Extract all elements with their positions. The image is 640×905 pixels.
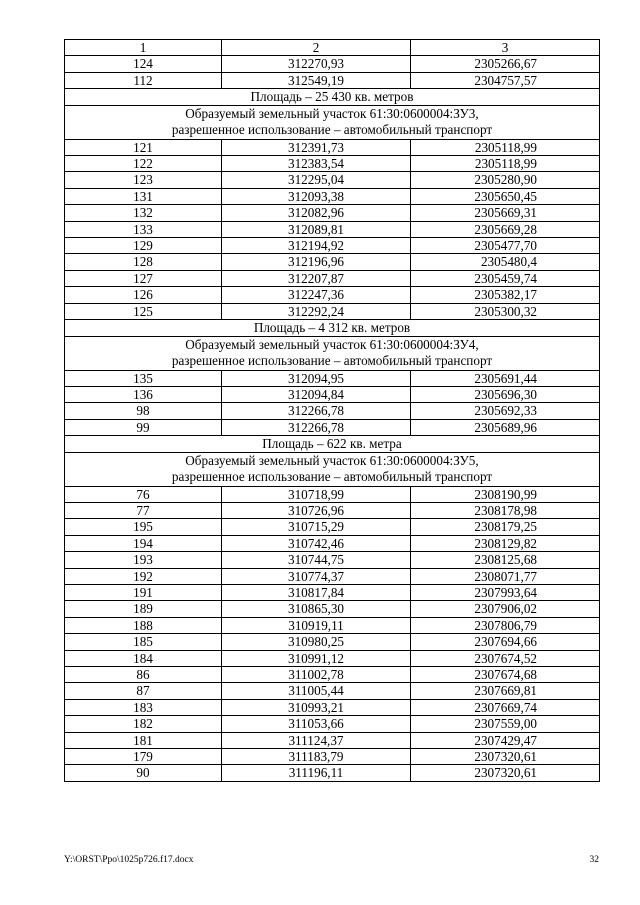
y-coordinate-cell: 2307320,61 [411,765,600,781]
coordinates-table-body [65,40,600,782]
column-header-1: 1 [65,40,222,56]
point-number-cell: 123 [65,172,222,188]
y-coordinate-cell: 2305300,32 [411,303,600,319]
y-coordinate-cell: 2305480,4 [411,254,600,270]
point-number-cell: 122 [65,156,222,172]
y-coordinate-cell: 2308071,77 [411,568,600,584]
x-coordinate-cell: 312270,93 [222,56,411,72]
x-coordinate-cell: 312089,81 [222,221,411,237]
table-row [65,584,600,600]
x-coordinate-cell: 311196,11 [222,765,411,781]
point-number-cell: 135 [65,370,222,386]
y-coordinate-cell: 2305689,96 [411,419,600,435]
x-coordinate-cell: 310774,37 [222,568,411,584]
y-coordinate-cell: 2305696,30 [411,386,600,402]
x-coordinate-cell: 310742,46 [222,535,411,551]
section-title-row [65,105,600,139]
x-coordinate-cell: 310980,25 [222,634,411,650]
point-number-cell: 133 [65,221,222,237]
table-row [65,303,600,319]
section-title-line: разрешенное использование – автомобильный транспорт [171,469,493,485]
x-coordinate-cell: 310715,29 [222,519,411,535]
area-row [65,320,600,336]
column-header-3: 3 [411,40,600,56]
table-row [65,221,600,237]
table-row [65,519,600,535]
y-coordinate-cell: 2305118,99 [411,139,600,155]
x-coordinate-cell: 312295,04 [222,172,411,188]
x-coordinate-cell: 310744,75 [222,552,411,568]
y-coordinate-cell: 2305692,33 [411,403,600,419]
section-title-line: Образуемый земельный участок 61:30:0600004:ЗУ3, [185,105,479,121]
x-coordinate-cell: 312196,96 [222,254,411,270]
point-number-cell: 188 [65,617,222,633]
table-row [65,172,600,188]
page-footer [64,855,599,865]
x-coordinate-cell: 312383,54 [222,156,411,172]
point-number-cell: 182 [65,716,222,732]
point-number-cell: 121 [65,139,222,155]
table-row [65,270,600,286]
y-coordinate-cell: 2304757,57 [411,72,600,88]
table-row [65,156,600,172]
x-coordinate-cell: 312082,96 [222,205,411,221]
point-number-cell: 131 [65,188,222,204]
section-title [65,452,600,486]
point-number-cell: 189 [65,601,222,617]
point-number-cell: 112 [65,72,222,88]
point-number-cell: 126 [65,287,222,303]
y-coordinate-cell: 2305266,67 [411,56,600,72]
table-row [65,486,600,502]
x-coordinate-cell: 310718,99 [222,486,411,502]
section-title-row [65,452,600,486]
table-row [65,386,600,402]
y-coordinate-cell: 2307669,81 [411,683,600,699]
y-coordinate-cell: 2305459,74 [411,270,600,286]
document-path: Y:\ORST\Ppo\1025p726.f17.docx [64,855,194,865]
area-text: Площадь – 4 312 кв. метров [65,320,600,336]
point-number-cell: 185 [65,634,222,650]
point-number-cell: 132 [65,205,222,221]
x-coordinate-cell: 310991,12 [222,650,411,666]
x-coordinate-cell: 312207,87 [222,270,411,286]
section-title-line: Образуемый земельный участок 61:30:0600004:ЗУ5, [185,452,479,468]
table-row [65,205,600,221]
y-coordinate-cell: 2308179,25 [411,519,600,535]
point-number-cell: 76 [65,486,222,502]
y-coordinate-cell: 2307806,79 [411,617,600,633]
y-coordinate-cell: 2307694,66 [411,634,600,650]
coordinates-table-container [64,39,599,782]
point-number-cell: 86 [65,667,222,683]
x-coordinate-cell: 311183,79 [222,749,411,765]
table-row [65,765,600,781]
x-coordinate-cell: 312549,19 [222,72,411,88]
y-coordinate-cell: 2307993,64 [411,584,600,600]
point-number-cell: 181 [65,732,222,748]
y-coordinate-cell: 2307320,61 [411,749,600,765]
section-title [65,336,600,370]
table-row [65,617,600,633]
area-text: Площадь – 622 кв. метра [65,436,600,452]
table-row [65,56,600,72]
point-number-cell: 124 [65,56,222,72]
x-coordinate-cell: 312266,78 [222,419,411,435]
y-coordinate-cell: 2308190,99 [411,486,600,502]
point-number-cell: 90 [65,765,222,781]
x-coordinate-cell: 312266,78 [222,403,411,419]
table-row [65,732,600,748]
table-row [65,699,600,715]
point-number-cell: 136 [65,386,222,402]
x-coordinate-cell: 311053,66 [222,716,411,732]
table-row [65,716,600,732]
x-coordinate-cell: 312094,95 [222,370,411,386]
table-row [65,238,600,254]
y-coordinate-cell: 2305669,28 [411,221,600,237]
x-coordinate-cell: 311124,37 [222,732,411,748]
table-row [65,683,600,699]
x-coordinate-cell: 310993,21 [222,699,411,715]
x-coordinate-cell: 312094,84 [222,386,411,402]
x-coordinate-cell: 312292,24 [222,303,411,319]
point-number-cell: 127 [65,270,222,286]
point-number-cell: 192 [65,568,222,584]
section-title-line: разрешенное использование – автомобильный транспорт [171,353,493,368]
table-row [65,650,600,666]
table-row [65,601,600,617]
point-number-cell: 98 [65,403,222,419]
y-coordinate-cell: 2305691,44 [411,370,600,386]
y-coordinate-cell: 2305280,90 [411,172,600,188]
point-number-cell: 87 [65,683,222,699]
x-coordinate-cell: 310726,96 [222,502,411,518]
y-coordinate-cell: 2305382,17 [411,287,600,303]
table-row [65,370,600,386]
x-coordinate-cell: 310865,30 [222,601,411,617]
table-row [65,403,600,419]
point-number-cell: 195 [65,519,222,535]
y-coordinate-cell: 2307429,47 [411,732,600,748]
y-coordinate-cell: 2308129,82 [411,535,600,551]
point-number-cell: 179 [65,749,222,765]
table-row [65,287,600,303]
point-number-cell: 193 [65,552,222,568]
y-coordinate-cell: 2305477,70 [411,238,600,254]
section-title-row [65,336,600,370]
table-row [65,552,600,568]
table-row [65,535,600,551]
point-number-cell: 194 [65,535,222,551]
section-title [65,105,600,139]
point-number-cell: 77 [65,502,222,518]
table-row [65,254,600,270]
area-row [65,436,600,452]
table-row [65,502,600,518]
point-number-cell: 125 [65,303,222,319]
table-row [65,634,600,650]
point-number-cell: 99 [65,419,222,435]
y-coordinate-cell: 2308125,68 [411,552,600,568]
x-coordinate-cell: 310919,11 [222,617,411,633]
y-coordinate-cell: 2307559,00 [411,716,600,732]
table-row [65,749,600,765]
column-header-2: 2 [222,40,411,56]
y-coordinate-cell: 2305118,99 [411,156,600,172]
y-coordinate-cell: 2308178,98 [411,502,600,518]
x-coordinate-cell: 310817,84 [222,584,411,600]
table-row [65,667,600,683]
x-coordinate-cell: 312194,92 [222,238,411,254]
table-row [65,72,600,88]
y-coordinate-cell: 2307669,74 [411,699,600,715]
page-number: 32 [589,855,599,865]
point-number-cell: 183 [65,699,222,715]
section-title-line: Образуемый земельный участок 61:30:0600004:ЗУ4, [185,336,479,352]
x-coordinate-cell: 311002,78 [222,667,411,683]
area-text: Площадь – 25 430 кв. метров [65,89,600,105]
point-number-cell: 129 [65,238,222,254]
table-row [65,568,600,584]
y-coordinate-cell: 2307674,52 [411,650,600,666]
y-coordinate-cell: 2307674,68 [411,667,600,683]
x-coordinate-cell: 312093,38 [222,188,411,204]
section-title-line: разрешенное использование – автомобильный транспорт [171,122,493,138]
coordinates-table [64,39,600,782]
point-number-cell: 191 [65,584,222,600]
y-coordinate-cell: 2305669,31 [411,205,600,221]
y-coordinate-cell: 2305650,45 [411,188,600,204]
point-number-cell: 128 [65,254,222,270]
table-row [65,188,600,204]
x-coordinate-cell: 311005,44 [222,683,411,699]
table-row [65,139,600,155]
point-number-cell: 184 [65,650,222,666]
table-header-row [65,40,600,56]
area-row [65,89,600,105]
x-coordinate-cell: 312247,36 [222,287,411,303]
x-coordinate-cell: 312391,73 [222,139,411,155]
table-row [65,419,600,435]
y-coordinate-cell: 2307906,02 [411,601,600,617]
